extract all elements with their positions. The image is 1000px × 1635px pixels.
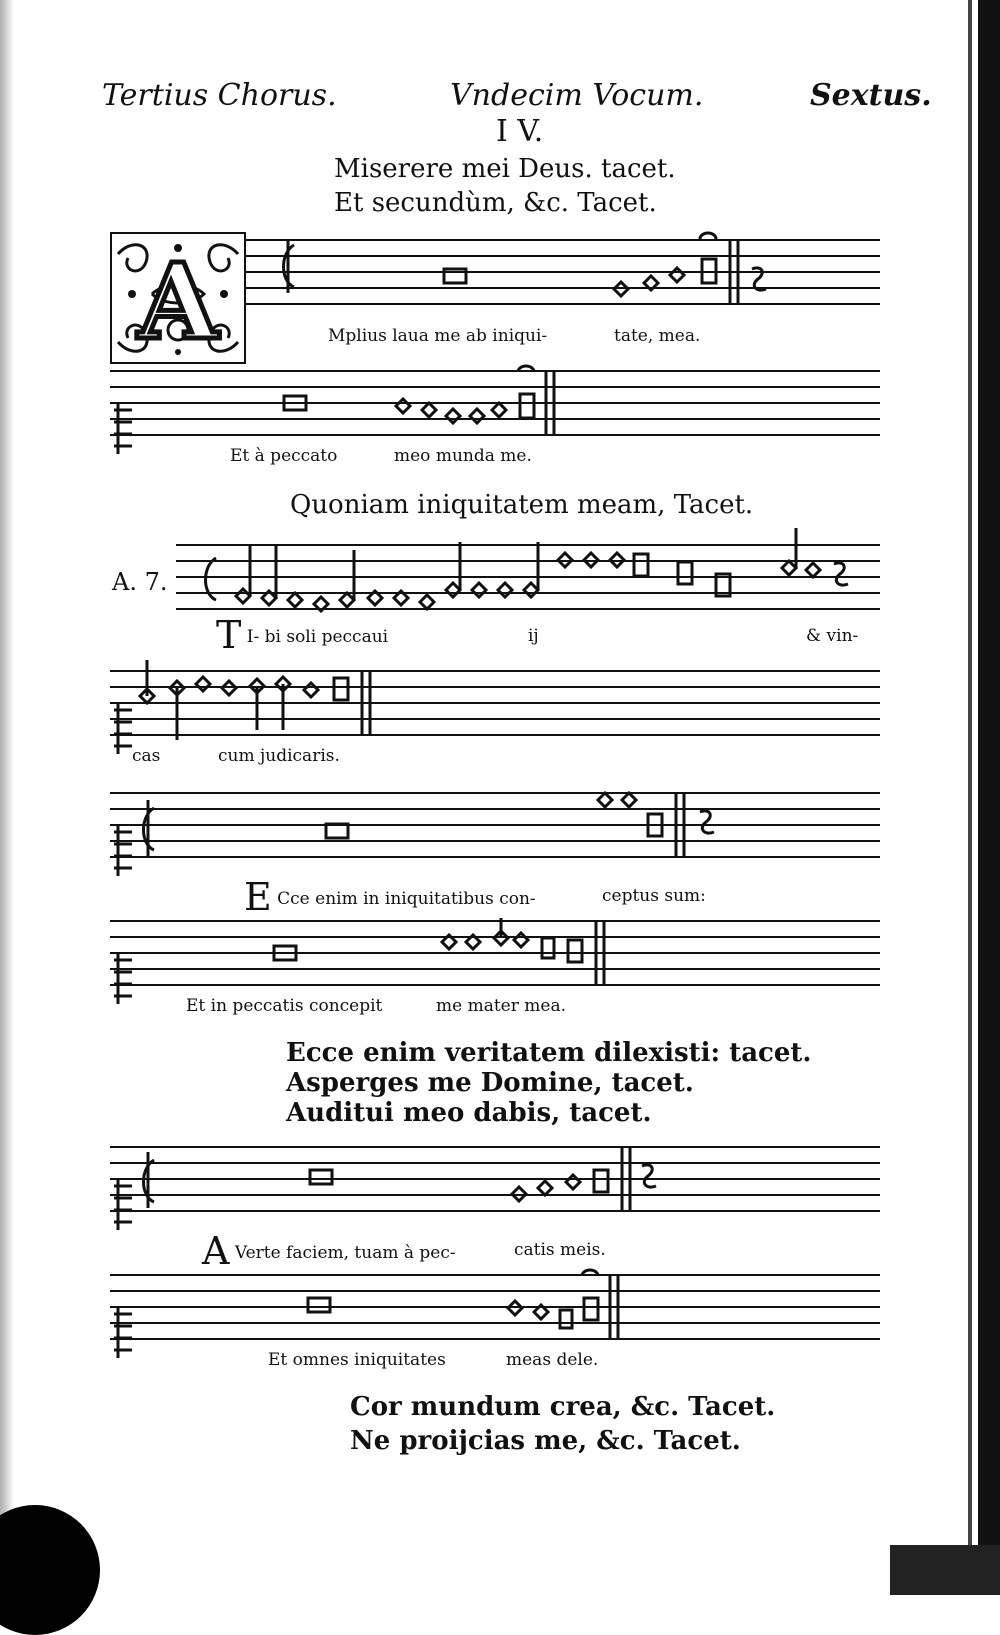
- clef-icon: [114, 404, 132, 454]
- lyric-line-6b: me mater mea.: [436, 996, 566, 1016]
- page-corner-shadow: [0, 1505, 100, 1635]
- header-right: Sextus.: [810, 78, 932, 113]
- page-edge-shadow: [0, 0, 14, 1595]
- staff-6: [110, 920, 880, 986]
- staff-3-notation: [176, 524, 880, 624]
- staff-4: [110, 670, 880, 736]
- staff-2: [110, 370, 880, 436]
- header-left: Tertius Chorus.: [102, 78, 337, 113]
- lyric-line-4b: cum judicaris.: [218, 746, 340, 766]
- lyric-line-4a: cas: [132, 746, 161, 766]
- decorated-initial: [110, 232, 246, 364]
- text-miserere: Miserere mei Deus. tacet.: [334, 154, 676, 184]
- lyric-line-6a: Et in peccatis concepit: [186, 996, 383, 1016]
- lyric-line-3a-text: I- bi soli peccaui: [246, 627, 389, 647]
- lyric-line-5b: ceptus sum:: [602, 886, 706, 906]
- initial-letter: A: [137, 240, 219, 362]
- voice-marker: A. 7.: [112, 568, 168, 596]
- lyric-line-7a-text: Verte faciem, tuam à pec-: [234, 1243, 456, 1263]
- fermata-icon: [518, 366, 534, 372]
- staff-8: [110, 1274, 880, 1340]
- section-number: I V.: [496, 114, 544, 149]
- staff-3: [176, 544, 880, 610]
- custos-icon: [752, 268, 766, 290]
- staff-1-notation: [244, 229, 880, 309]
- lyric-line-8a: Et omnes iniquitates: [268, 1350, 446, 1370]
- staff-1: [244, 239, 880, 305]
- text-ecce-enim: Ecce enim veritatem dilexisti: tacet.: [286, 1038, 812, 1068]
- lyric-line-1a: Mplius laua me ab iniqui-: [328, 326, 548, 346]
- binding-edge: [978, 0, 1000, 1595]
- fermata-icon: [700, 233, 716, 239]
- text-auditui: Auditui meo dabis, tacet.: [286, 1098, 652, 1128]
- staff-5-notation: [110, 782, 880, 882]
- staff-6-notation: [110, 910, 880, 1010]
- binding-line: [968, 0, 972, 1595]
- lyric-line-5a-text: Cce enim in iniquitatibus con-: [277, 889, 536, 909]
- lyric-line-3c: & vin-: [806, 626, 859, 646]
- lyric-line-3b: ij: [528, 626, 539, 646]
- lyric-initial-a: A: [202, 1229, 230, 1273]
- lyric-line-2a: Et à peccato: [230, 446, 338, 466]
- text-asperges: Asperges me Domine, tacet.: [286, 1068, 694, 1098]
- text-quoniam: Quoniam iniquitatem meam, Tacet.: [290, 490, 754, 520]
- initial-ornament-icon: [112, 234, 244, 362]
- text-ne-proijcias: Ne proijcias me, &c. Tacet.: [350, 1426, 741, 1456]
- header-center: Vndecim Vocum.: [450, 78, 704, 113]
- staff-8-notation: [110, 1264, 880, 1364]
- text-cor-mundum: Cor mundum crea, &c. Tacet.: [350, 1392, 776, 1422]
- staff-5: [110, 792, 880, 858]
- staff-7: [110, 1146, 880, 1212]
- lyric-line-7b: catis meis.: [514, 1240, 606, 1260]
- lyric-line-2b: meo munda me.: [394, 446, 532, 466]
- staff-7-notation: [110, 1136, 880, 1236]
- lyric-line-8b: meas dele.: [506, 1350, 599, 1370]
- staff-4-notation: [110, 660, 880, 760]
- staff-2-notation: [110, 360, 880, 450]
- page-corner-dark: [890, 1545, 1000, 1595]
- lyric-line-3a: [216, 613, 389, 657]
- lyric-line-1b: tate, mea.: [614, 326, 701, 346]
- text-et-secundum: Et secundùm, &c. Tacet.: [334, 188, 657, 218]
- lyric-initial-e: E: [244, 875, 272, 919]
- lyric-initial-t: T: [216, 613, 242, 657]
